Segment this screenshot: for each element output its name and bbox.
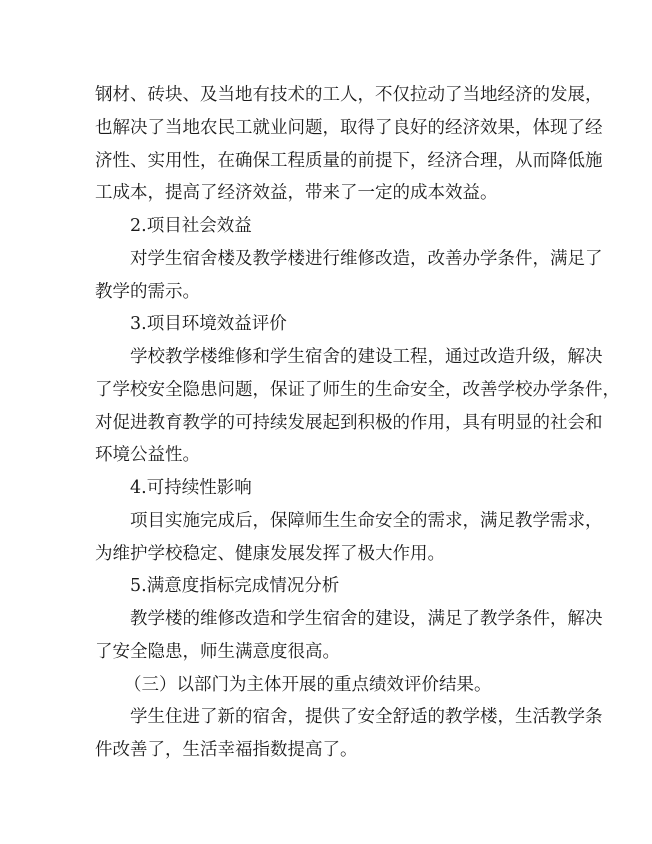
paragraph-line: 为维护学校稳定、健康发展发挥了极大作用。 — [95, 544, 445, 564]
section-heading: 4.可持续性影响 — [130, 478, 252, 498]
section-heading: 5.满意度指标完成情况分析 — [130, 576, 340, 596]
paragraph-line: 环境公益性。 — [95, 445, 200, 465]
paragraph-line: 也解决了当地农民工就业问题，取得了良好的经济效果，体现了经 — [95, 118, 603, 138]
paragraph-line: 工成本，提高了经济效益，带来了一定的成本效益。 — [95, 183, 498, 203]
paragraph-line: 济性、实用性，在确保工程质量的前提下，经济合理，从而降低施 — [95, 151, 603, 171]
paragraph-line: 学校教学楼维修和学生宿舍的建设工程，通过改造升级，解决 — [130, 347, 603, 367]
paragraph-line: 了安全隐患，师生满意度很高。 — [95, 642, 340, 662]
paragraph-line: 学生住进了新的宿舍，提供了安全舒适的教学楼，生活教学条 — [130, 707, 603, 727]
paragraph-line: 了学校安全隐患问题，保证了师生的生命安全，改善学校办学条件， — [95, 380, 620, 400]
paragraph-line: 钢材、砖块、及当地有技术的工人，不仅拉动了当地经济的发展， — [95, 85, 603, 105]
paragraph-line: 件改善了，生活幸福指数提高了。 — [95, 740, 358, 760]
section-heading: 3.项目环境效益评价 — [130, 314, 287, 334]
section-heading: （三）以部门为主体开展的重点绩效评价结果。 — [124, 675, 492, 695]
paragraph-line: 对学生宿舍楼及教学楼进行维修改造，改善办学条件，满足了 — [130, 249, 603, 269]
paragraph-line: 项目实施完成后，保障师生生命安全的需求，满足教学需求， — [130, 511, 603, 531]
paragraph-line: 教学楼的维修改造和学生宿舍的建设，满足了教学条件，解决 — [130, 609, 603, 629]
paragraph-line: 教学的需示。 — [95, 282, 200, 302]
paragraph-line: 对促进教育教学的可持续发展起到积极的作用，具有明显的社会和 — [95, 413, 603, 433]
section-heading: 2.项目社会效益 — [130, 216, 252, 236]
